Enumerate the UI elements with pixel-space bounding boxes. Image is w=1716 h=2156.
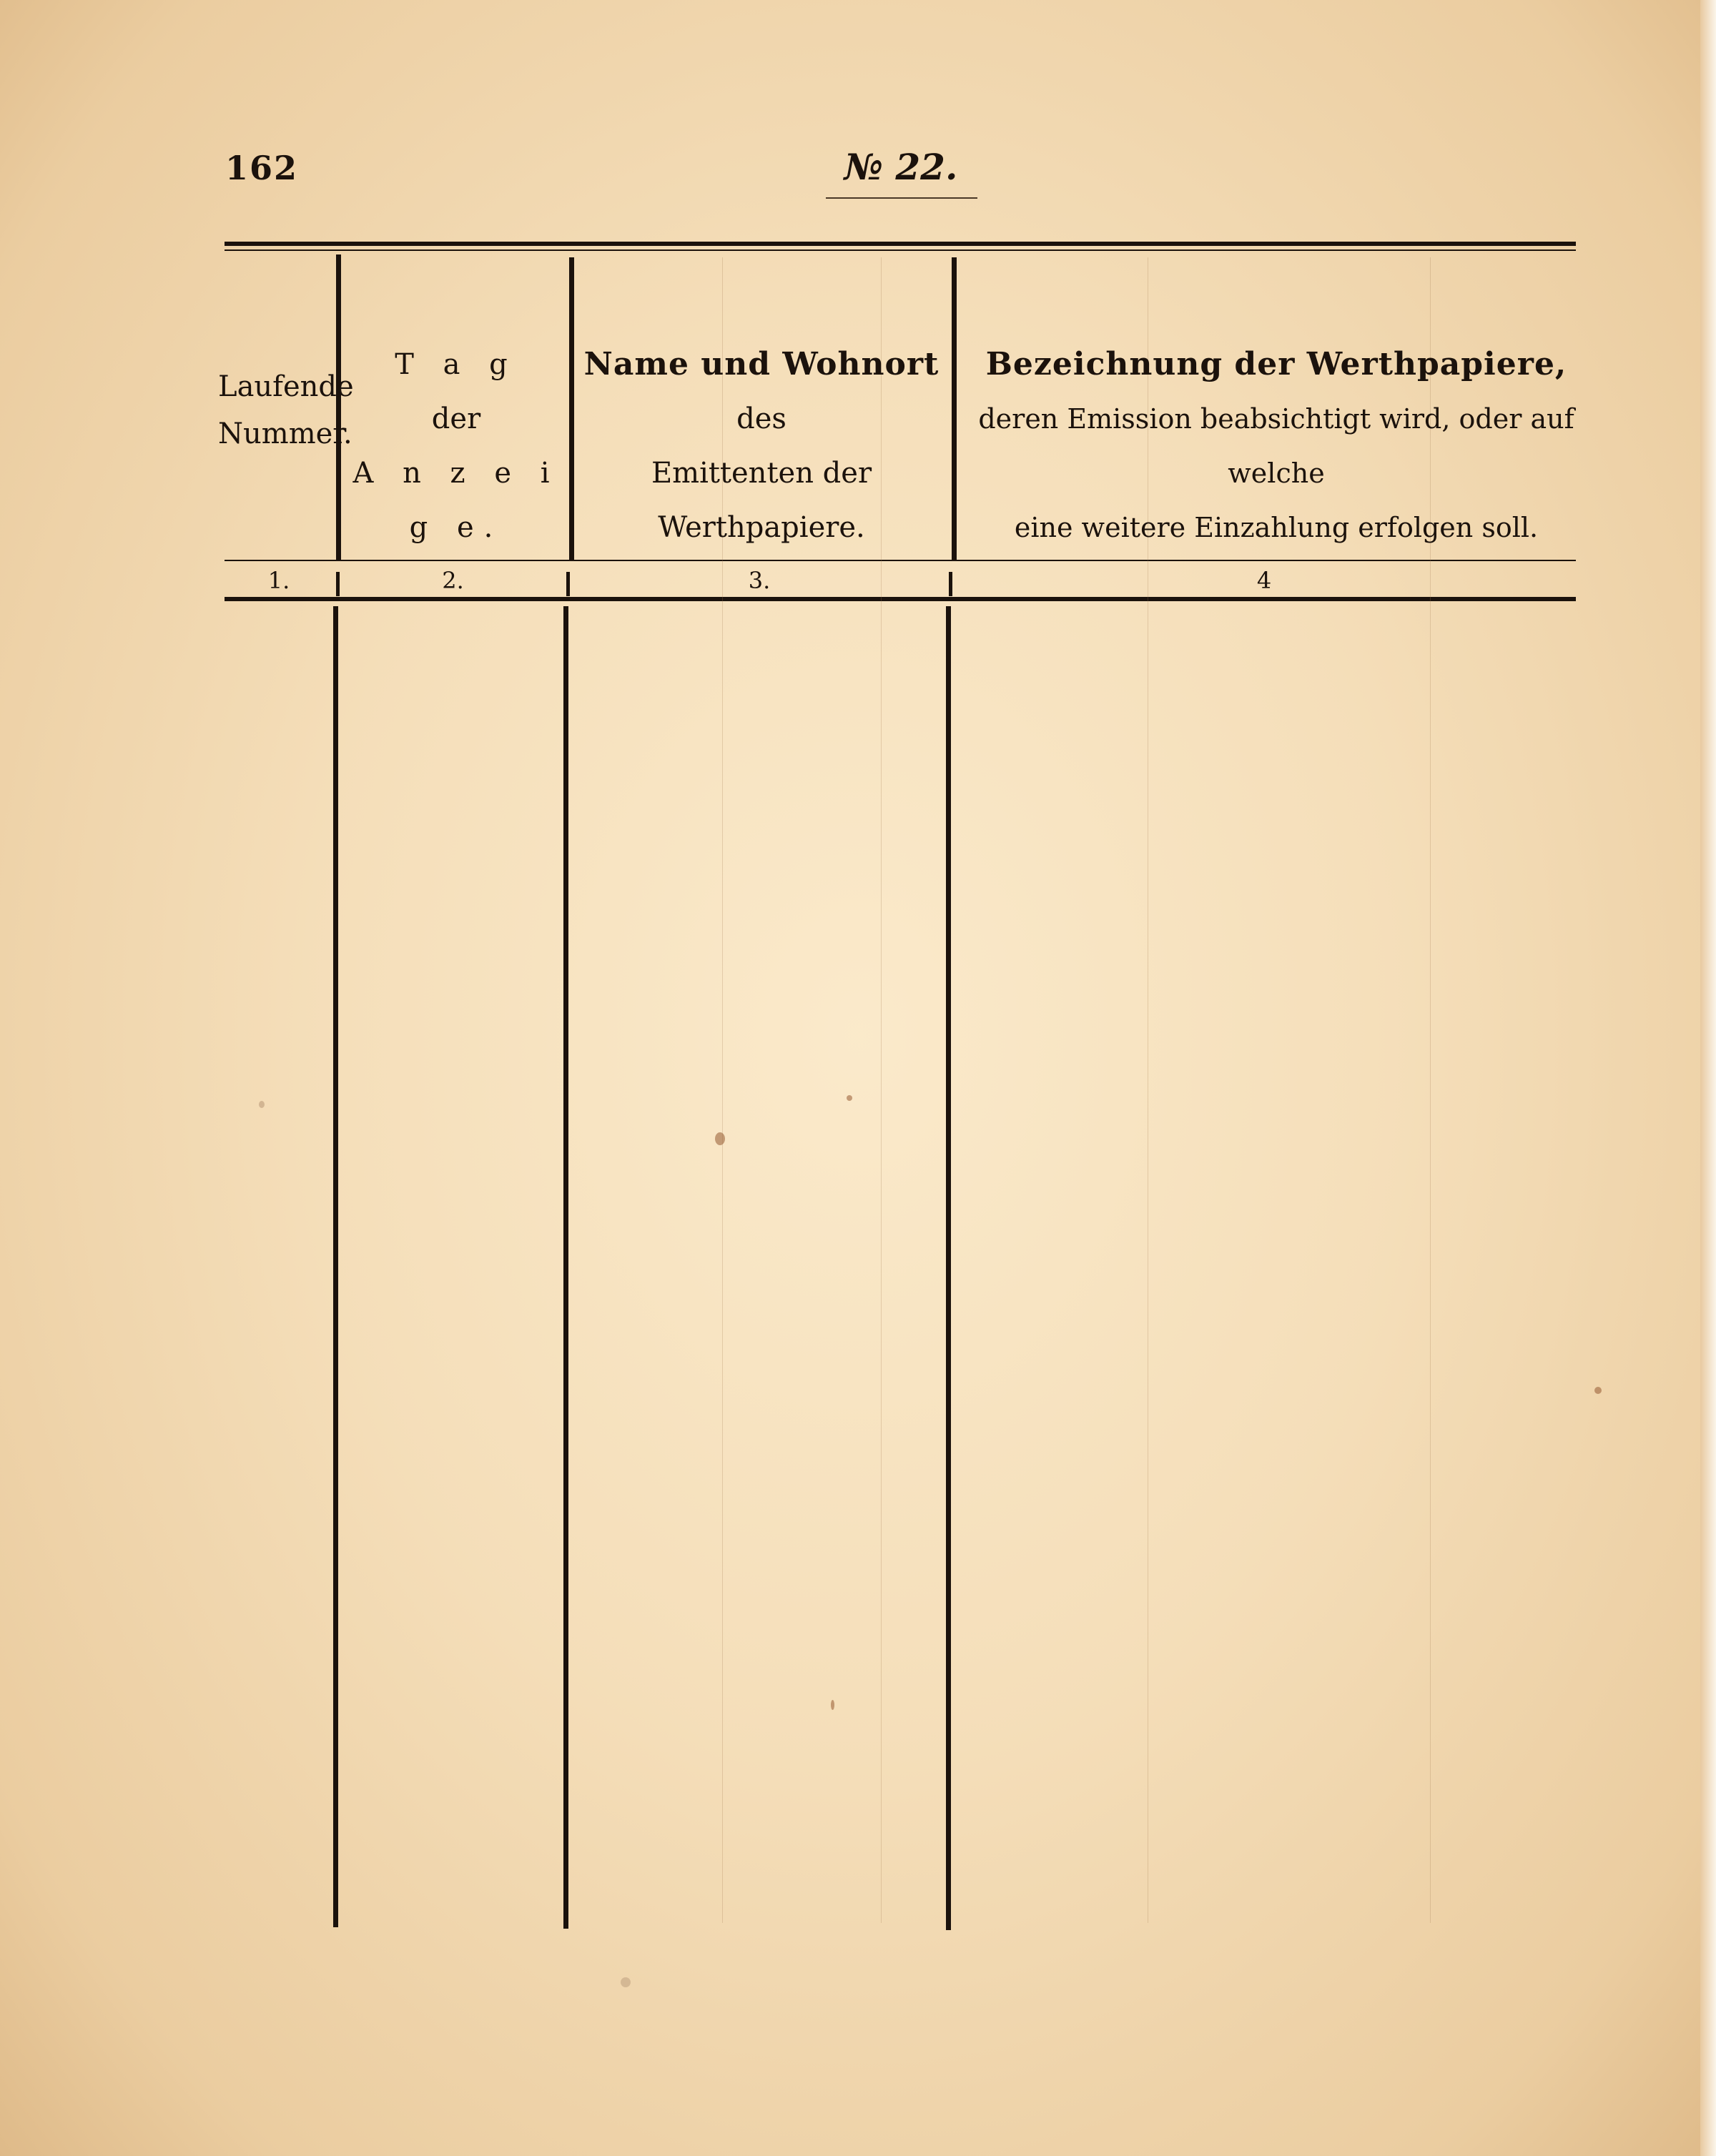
column-3-heading bbox=[576, 337, 947, 555]
header-rule-thin bbox=[225, 560, 1576, 561]
column-1-heading-line-1: Laufende bbox=[218, 370, 354, 403]
column-4-number: 4 bbox=[1256, 567, 1272, 594]
column-2-heading-line-3: A n z e i g e. bbox=[352, 457, 560, 544]
column-divider-3-header bbox=[952, 257, 957, 560]
column-1-number: 1. bbox=[267, 567, 290, 594]
top-rule-thick bbox=[225, 242, 1576, 246]
paper-speck-4 bbox=[621, 1977, 631, 1987]
column-2-number: 2. bbox=[442, 567, 464, 594]
column-2-heading bbox=[345, 337, 567, 555]
column-3-heading-line-2: des bbox=[736, 402, 786, 435]
document-title: № 22. bbox=[844, 146, 958, 188]
column-divider-2-header bbox=[569, 257, 574, 560]
title-underline bbox=[826, 197, 977, 199]
column-3-heading-line-1: Name und Wohnort bbox=[583, 346, 940, 382]
column-1-heading-line-2: Nummer. bbox=[218, 417, 352, 450]
column-divider-3-body bbox=[946, 606, 951, 1930]
paper-speck-6 bbox=[259, 1101, 265, 1108]
column-1-heading bbox=[218, 363, 354, 458]
column-4-heading bbox=[958, 337, 1594, 555]
paper-speck-5 bbox=[1594, 1387, 1602, 1394]
column-4-heading-line-2: deren Emission beabsichtigt wird, oder auf welche bbox=[978, 403, 1574, 489]
column-divider-2-body bbox=[563, 606, 568, 1929]
page-number: 162 bbox=[225, 149, 299, 187]
paper-speck-3 bbox=[831, 1700, 834, 1710]
column-divider-1-body bbox=[333, 606, 338, 1927]
column-4-heading-line-1: Bezeichnung der Werthpapiere, bbox=[985, 346, 1567, 382]
column-3-number: 3. bbox=[748, 567, 771, 594]
paper-speck-2 bbox=[847, 1095, 852, 1101]
top-rule-thin bbox=[225, 249, 1576, 251]
column-2-heading-line-1: T a g bbox=[395, 348, 518, 381]
paper-speck-1 bbox=[715, 1132, 725, 1145]
column-3-heading-line-3: Emittenten der Werthpapiere. bbox=[651, 457, 872, 544]
column-4-heading-line-3: eine weitere Einzahlung erfolgen soll. bbox=[1014, 512, 1539, 543]
column-2-heading-line-2: der bbox=[431, 402, 481, 435]
page-edge bbox=[1700, 0, 1716, 2156]
header-rule-thick bbox=[225, 597, 1576, 601]
